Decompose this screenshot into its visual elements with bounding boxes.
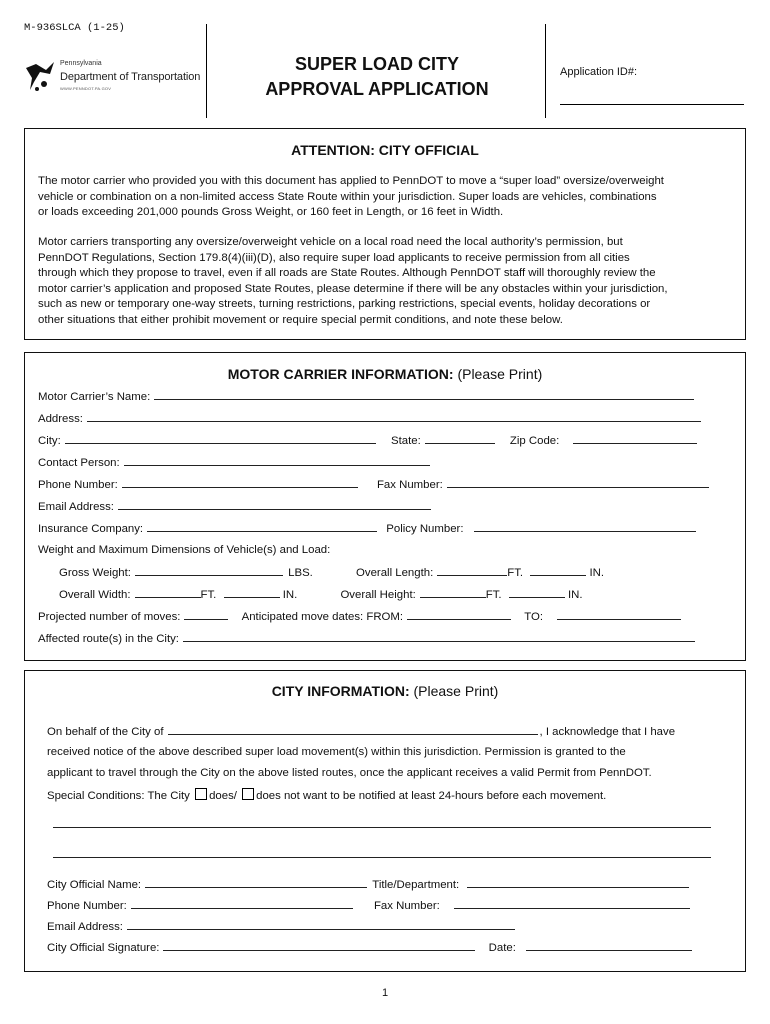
city-information-section (24, 670, 746, 972)
form-code: M-936SLCA (1-25) (24, 22, 125, 34)
page-number: 1 (381, 987, 389, 999)
height-ft-field[interactable] (420, 588, 486, 598)
does-not-checkbox[interactable] (242, 788, 254, 800)
signature-row: City Official Signature: Date: (47, 941, 692, 954)
org-sub: WWW.PENNDOT.PA.GOV (60, 86, 112, 91)
city-email-row: Email Address: (47, 920, 515, 933)
org-name: Department of Transportation (60, 71, 201, 83)
title-dept-field[interactable] (467, 878, 689, 888)
moves-field[interactable] (184, 610, 228, 620)
keystone-logo-icon (24, 60, 56, 94)
zip-field[interactable] (573, 434, 697, 444)
title-line-2: APPROVAL APPLICATION (265, 79, 489, 99)
page-title (210, 52, 544, 102)
width-in-field[interactable] (224, 588, 280, 598)
city-name-field[interactable] (168, 725, 538, 735)
attention-paragraph-2: Motor carriers transporting any oversize/overweight vehicle on a local road need the local authority’s permission, but PennDOT Regulations, Section 179.8(4)(iii)(D), also require super load applicants to receive permission from all cities through which they propose to travel, even if all roads are State Routes. Although PennDOT staff will thoroughly review the motor carrier’s application and proposed State Routes, please determine if there will be any obstacles within your jurisdiction, such as new or temporary one-way streets, turning restrictions, parking restrictions, special events, holiday decorations or other situations that either prohibit movement or require special permit conditions, and note these below. (38, 236, 668, 326)
email-row: Email Address: (38, 500, 431, 513)
city-field[interactable] (65, 434, 376, 444)
insurance-field[interactable] (147, 522, 377, 532)
org-small: Pennsylvania (60, 60, 102, 67)
attention-title: ATTENTION: CITY OFFICIAL (291, 142, 479, 158)
contact-field[interactable] (124, 456, 430, 466)
moves-row: Projected number of moves: Anticipated move dates: FROM: TO: (38, 610, 681, 623)
contact-row: Contact Person: (38, 456, 430, 469)
title-line-1: SUPER LOAD CITY (294, 54, 459, 74)
address-field[interactable] (87, 412, 701, 422)
special-conditions-line-2[interactable] (53, 857, 711, 858)
city-fax-field[interactable] (454, 899, 690, 909)
city-phone-fax-row: Phone Number: Fax Number: (47, 899, 690, 912)
motor-carrier-section (24, 352, 746, 661)
city-state-zip-row: City: State: Zip Code: (38, 434, 697, 447)
height-in-field[interactable] (509, 588, 565, 598)
address-row: Address: (38, 412, 701, 425)
gross-weight-field[interactable] (135, 566, 283, 576)
gross-weight-row: Gross Weight: LBS. Overall Length: FT. IN. (59, 567, 604, 579)
signature-field[interactable] (163, 941, 475, 951)
length-in-field[interactable] (530, 566, 586, 576)
date-field[interactable] (526, 941, 692, 951)
city-ack-line-1: On behalf of the City of , I acknowledge that I have (47, 726, 676, 738)
width-ft-field[interactable] (135, 588, 201, 598)
special-conditions-line-1[interactable] (53, 827, 711, 828)
penndot-logo (24, 60, 214, 96)
official-name-row: City Official Name: Title/Department: (47, 878, 689, 891)
phone-field[interactable] (122, 478, 358, 488)
attention-paragraph-1: The motor carrier who provided you with this document has applied to PennDOT to move a “super load” oversize/overweight vehicle or combination on a non-limited access State Route within your jurisdiction. Super loads are vehicles, combinations or loads exceeding 201,000 pounds Gross Weight, or 160 feet in Length, or 16 feet in Width. (38, 175, 664, 218)
official-name-field[interactable] (145, 878, 367, 888)
application-id-label: Application ID#: (560, 66, 638, 78)
header-divider-right (545, 24, 546, 118)
email-field[interactable] (118, 500, 431, 510)
state-field[interactable] (425, 434, 495, 444)
does-checkbox[interactable] (195, 788, 207, 800)
fax-field[interactable] (447, 478, 709, 488)
special-conditions-row: Special Conditions: The City does/ does not want to be notified at least 24-hours before each movement. (47, 790, 607, 802)
insurance-row: Insurance Company: Policy Number: (38, 522, 696, 535)
application-id-field[interactable] (560, 104, 744, 105)
carrier-name-field[interactable] (154, 390, 694, 400)
carrier-name-row: Motor Carrier’s Name: (38, 390, 694, 403)
motor-carrier-title: MOTOR CARRIER INFORMATION: (Please Print) (227, 366, 543, 382)
attention-section (24, 128, 746, 340)
city-information-title: CITY INFORMATION: (Please Print) (271, 683, 499, 699)
policy-field[interactable] (474, 522, 696, 532)
width-height-row: Overall Width: FT. IN. Overall Height: FT. IN. (59, 589, 583, 601)
city-email-field[interactable] (127, 920, 515, 930)
date-from-field[interactable] (407, 610, 511, 620)
routes-field[interactable] (183, 632, 695, 642)
weight-dims-heading: Weight and Maximum Dimensions of Vehicle(s) and Load: (38, 544, 331, 556)
city-ack-line-3: applicant to travel through the City on the above listed routes, once the applicant receives a valid Permit from PennDOT. (47, 767, 652, 779)
length-ft-field[interactable] (437, 566, 507, 576)
phone-fax-row: Phone Number: Fax Number: (38, 478, 709, 491)
routes-row: Affected route(s) in the City: (38, 632, 695, 645)
date-to-field[interactable] (557, 610, 681, 620)
city-phone-field[interactable] (131, 899, 353, 909)
city-ack-line-2: received notice of the above described super load movement(s) within this jurisdiction. Permission is granted to the (47, 746, 626, 758)
